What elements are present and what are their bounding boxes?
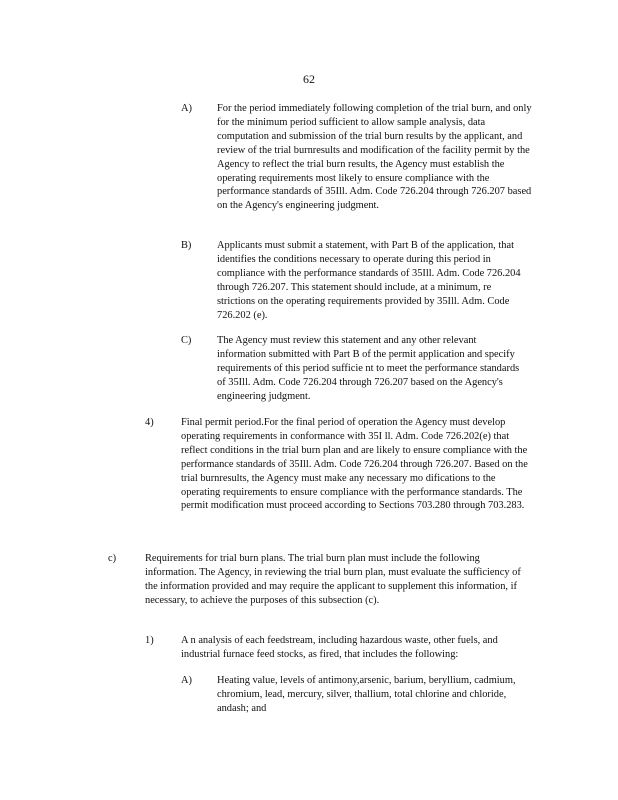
list-label: B) bbox=[181, 240, 192, 251]
paragraph-text: For the period immediately following completion of the trial burn, and only for the minimum period sufficient to allow sample analysis, data computation and submission of the trial burn results by the applicant, and review of the trial burnresults and modification of the facility permit by the Agency to reflect the trial burn results, the Agency must establish the operating requirements most likely to ensure compliance with the performance standards of 35Ill. Adm. Code 726.204 through 726.207 based on the Agency's engineering judgment. bbox=[217, 103, 532, 212]
paragraph-a-heating-value bbox=[181, 674, 537, 718]
paragraph-4-final-permit-period bbox=[145, 416, 537, 542]
paragraph-text: Heating value, levels of antimony,arsenic, barium, beryllium, cadmium, chromium, lead, mercury, silver, thallium, total chlorine and chloride, andash; and bbox=[217, 675, 516, 714]
paragraph-text: The Agency must review this statement and any other relevant information submitted with Part B of the permit application and specify requirements of this period sufficie nt to meet the performance standards of 35Ill. Adm. Code 726.204 through 726.207 based on the Agency's engineering judgment. bbox=[217, 335, 520, 402]
list-label: A) bbox=[181, 103, 192, 114]
list-label: c) bbox=[108, 553, 117, 564]
paragraph-c-agency-review bbox=[181, 334, 537, 404]
paragraph-a-post-trial-burn bbox=[181, 102, 537, 228]
paragraph-text: Final permit period.For the final period of operation the Agency must develop operating requirements in conformance with 35I ll. Adm. Code 726.202(e) that reflect conditions in the trial burn plan and are likely to ensure compliance with the performance standards of 35Ill. Adm. Code 726.204 through 726.207. Based on the trial burnresults, the Agency must make any necessary mo difications to the operating requirements to ensure compliance with the performance standards. The permit modification must proceed according to Sections 703.280 through 703.283. bbox=[181, 417, 528, 512]
paragraph-b-statement bbox=[181, 239, 537, 323]
list-label: A) bbox=[181, 675, 192, 686]
list-label: C) bbox=[181, 335, 192, 346]
paragraph-1-feedstream-analysis bbox=[145, 634, 537, 664]
paragraph-text: A n analysis of each feedstream, including hazardous waste, other fuels, and industrial furnace feed stocks, as fired, that includes the following: bbox=[181, 635, 498, 660]
page-number: 62 bbox=[303, 72, 315, 86]
list-label: 4) bbox=[145, 417, 154, 428]
paragraph-c-trial-burn-plans bbox=[108, 552, 537, 622]
list-label: 1) bbox=[145, 635, 154, 646]
paragraph-text: Applicants must submit a statement, with Part B of the application, that identifies the conditions necessary to operate during this period in compliance with the performance standards of 35Ill. Adm. Code 726.204 through 726.207. This statement should include, at a minimum, re strictions on the operating requirements provided by 35Ill. Adm. Code 726.202 (e). bbox=[217, 240, 521, 321]
paragraph-text: Requirements for trial burn plans. The trial burn plan must include the following information. The Agency, in reviewing the trial burn plan, must evaluate the sufficiency of the information provided and may require the applicant to supplement this information, if necessary, to achieve the purposes of this subsection (c). bbox=[145, 553, 521, 606]
